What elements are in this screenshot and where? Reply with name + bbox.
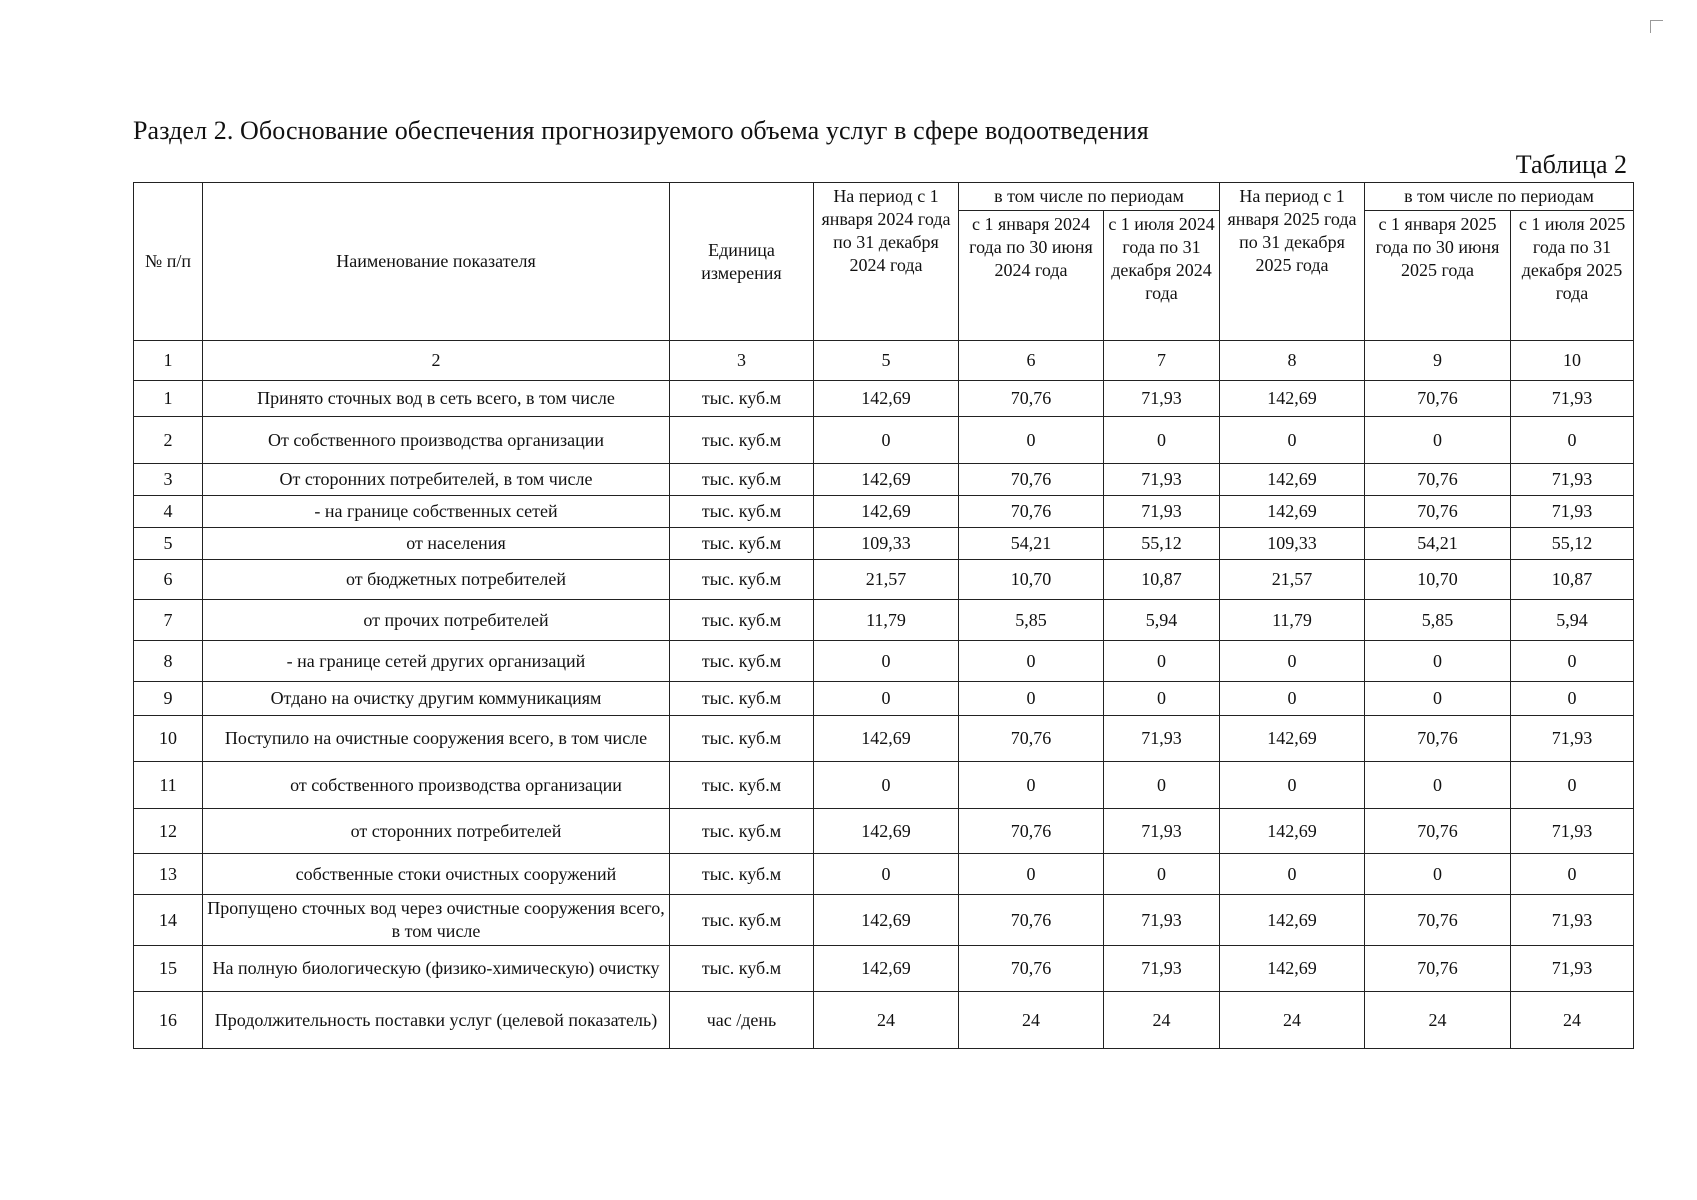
value-cell: 0 (1511, 641, 1634, 682)
row-number: 16 (134, 992, 203, 1049)
row-number: 11 (134, 762, 203, 809)
value-cell: 11,79 (1220, 600, 1365, 641)
value-cell: 0 (1511, 682, 1634, 716)
value-cell: 71,93 (1104, 716, 1220, 762)
indicator-name: - на границе собственных сетей (203, 496, 670, 528)
value-cell: 5,85 (959, 600, 1104, 641)
unit-cell: тыс. куб.м (670, 600, 814, 641)
value-cell: 142,69 (1220, 809, 1365, 854)
row-number: 7 (134, 600, 203, 641)
value-cell: 0 (1220, 641, 1365, 682)
indicator-name: Пропущено сточных вод через очистные сооружения всего, в том числе (203, 895, 670, 946)
indicator-name: от собственного производства организации (203, 762, 670, 809)
indicator-name: Отдано на очистку другим коммуникациям (203, 682, 670, 716)
table-row (134, 809, 1634, 854)
row-number: 5 (134, 528, 203, 560)
value-cell: 0 (959, 641, 1104, 682)
table-row (134, 641, 1634, 682)
table-label: Таблица 2 (1515, 150, 1627, 179)
value-cell: 24 (814, 992, 959, 1049)
value-cell: 0 (1365, 762, 1511, 809)
header-num: № п/п (134, 183, 203, 341)
value-cell: 5,94 (1104, 600, 1220, 641)
value-cell: 24 (959, 992, 1104, 1049)
indicator-name: от прочих потребителей (203, 600, 670, 641)
row-number: 1 (134, 381, 203, 417)
value-cell: 0 (1365, 854, 1511, 895)
header-period-2024: На период с 1 января 2024 года по 31 декабря 2024 года (814, 183, 959, 341)
column-number: 1 (134, 341, 203, 381)
column-number: 10 (1511, 341, 1634, 381)
value-cell: 109,33 (1220, 528, 1365, 560)
value-cell: 142,69 (814, 381, 959, 417)
column-number: 7 (1104, 341, 1220, 381)
value-cell: 54,21 (1365, 528, 1511, 560)
unit-cell: тыс. куб.м (670, 496, 814, 528)
indicator-name: от сторонних потребителей (203, 809, 670, 854)
value-cell: 0 (1365, 641, 1511, 682)
row-number: 4 (134, 496, 203, 528)
table-row (134, 895, 1634, 946)
value-cell: 142,69 (814, 716, 959, 762)
value-cell: 70,76 (959, 381, 1104, 417)
value-cell: 71,93 (1511, 895, 1634, 946)
value-cell: 0 (1104, 641, 1220, 682)
row-number: 6 (134, 560, 203, 600)
value-cell: 0 (814, 762, 959, 809)
unit-cell: тыс. куб.м (670, 641, 814, 682)
table-row (134, 528, 1634, 560)
value-cell: 142,69 (1220, 381, 1365, 417)
value-cell: 10,70 (1365, 560, 1511, 600)
value-cell: 70,76 (959, 716, 1104, 762)
value-cell: 142,69 (814, 895, 959, 946)
header-h2-2024: с 1 июля 2024 года по 31 декабря 2024 года (1104, 211, 1220, 341)
table-row (134, 716, 1634, 762)
indicator-name: Принято сточных вод в сеть всего, в том числе (203, 381, 670, 417)
header-h1-2025: с 1 января 2025 года по 30 июня 2025 года (1365, 211, 1511, 341)
table-row (134, 762, 1634, 809)
value-cell: 70,76 (959, 809, 1104, 854)
value-cell: 109,33 (814, 528, 959, 560)
unit-cell: тыс. куб.м (670, 464, 814, 496)
header-h2-2025: с 1 июля 2025 года по 31 декабря 2025 года (1511, 211, 1634, 341)
value-cell: 0 (814, 854, 959, 895)
value-cell: 5,85 (1365, 600, 1511, 641)
value-cell: 55,12 (1104, 528, 1220, 560)
row-number: 15 (134, 946, 203, 992)
indicator-name: От сторонних потребителей, в том числе (203, 464, 670, 496)
value-cell: 142,69 (814, 946, 959, 992)
table-row (134, 560, 1634, 600)
value-cell: 70,76 (1365, 809, 1511, 854)
value-cell: 54,21 (959, 528, 1104, 560)
indicator-name: - на границе сетей других организаций (203, 641, 670, 682)
unit-cell: час /день (670, 992, 814, 1049)
value-cell: 0 (1220, 417, 1365, 464)
table-row (134, 946, 1634, 992)
value-cell: 0 (1220, 762, 1365, 809)
value-cell: 70,76 (1365, 381, 1511, 417)
value-cell: 71,93 (1511, 946, 1634, 992)
value-cell: 10,87 (1511, 560, 1634, 600)
value-cell: 5,94 (1511, 600, 1634, 641)
header-breakdown-2024: в том числе по периодам (959, 183, 1220, 211)
column-number: 6 (959, 341, 1104, 381)
header-name: Наименование показателя (203, 183, 670, 341)
value-cell: 0 (814, 641, 959, 682)
table-body (134, 381, 1634, 1049)
unit-cell: тыс. куб.м (670, 762, 814, 809)
value-cell: 71,93 (1104, 496, 1220, 528)
value-cell: 11,79 (814, 600, 959, 641)
value-cell: 0 (1220, 854, 1365, 895)
value-cell: 71,93 (1104, 946, 1220, 992)
unit-cell: тыс. куб.м (670, 854, 814, 895)
value-cell: 0 (959, 682, 1104, 716)
header-unit: Единица измерения (670, 183, 814, 341)
row-number: 10 (134, 716, 203, 762)
value-cell: 0 (1104, 682, 1220, 716)
value-cell: 71,93 (1511, 716, 1634, 762)
value-cell: 0 (1104, 417, 1220, 464)
value-cell: 24 (1104, 992, 1220, 1049)
unit-cell: тыс. куб.м (670, 381, 814, 417)
unit-cell: тыс. куб.м (670, 560, 814, 600)
value-cell: 142,69 (1220, 496, 1365, 528)
value-cell: 71,93 (1511, 809, 1634, 854)
table-row (134, 682, 1634, 716)
value-cell: 0 (1511, 762, 1634, 809)
value-cell: 24 (1365, 992, 1511, 1049)
section-title: Раздел 2. Обоснование обеспечения прогнозируемого объема услуг в сфере водоотведения (133, 116, 1149, 145)
value-cell: 70,76 (1365, 496, 1511, 528)
unit-cell: тыс. куб.м (670, 682, 814, 716)
table-row (134, 600, 1634, 641)
value-cell: 142,69 (1220, 464, 1365, 496)
value-cell: 71,93 (1511, 496, 1634, 528)
value-cell: 142,69 (1220, 895, 1365, 946)
value-cell: 70,76 (959, 496, 1104, 528)
indicator-name: от населения (203, 528, 670, 560)
value-cell: 55,12 (1511, 528, 1634, 560)
value-cell: 70,76 (959, 895, 1104, 946)
indicator-name: от бюджетных потребителей (203, 560, 670, 600)
row-number: 8 (134, 641, 203, 682)
value-cell: 10,70 (959, 560, 1104, 600)
value-cell: 71,93 (1511, 381, 1634, 417)
header-period-2025: На период с 1 января 2025 года по 31 декабря 2025 года (1220, 183, 1365, 341)
value-cell: 71,93 (1511, 464, 1634, 496)
unit-cell: тыс. куб.м (670, 809, 814, 854)
row-number: 3 (134, 464, 203, 496)
unit-cell: тыс. куб.м (670, 946, 814, 992)
column-number: 2 (203, 341, 670, 381)
value-cell: 142,69 (814, 809, 959, 854)
value-cell: 0 (1365, 682, 1511, 716)
column-numbers-row (134, 341, 1634, 381)
value-cell: 0 (959, 762, 1104, 809)
value-cell: 70,76 (959, 464, 1104, 496)
unit-cell: тыс. куб.м (670, 895, 814, 946)
value-cell: 21,57 (1220, 560, 1365, 600)
value-cell: 24 (1220, 992, 1365, 1049)
value-cell: 0 (814, 417, 959, 464)
value-cell: 70,76 (1365, 716, 1511, 762)
table-row (134, 417, 1634, 464)
value-cell: 0 (959, 417, 1104, 464)
indicator-name: От собственного производства организации (203, 417, 670, 464)
indicator-name: Поступило на очистные сооружения всего, в том числе (203, 716, 670, 762)
value-cell: 0 (1511, 854, 1634, 895)
value-cell: 70,76 (1365, 895, 1511, 946)
value-cell: 71,93 (1104, 895, 1220, 946)
unit-cell: тыс. куб.м (670, 417, 814, 464)
header-breakdown-2025: в том числе по периодам (1365, 183, 1634, 211)
table-row (134, 464, 1634, 496)
value-cell: 142,69 (814, 496, 959, 528)
indicator-name: собственные стоки очистных сооружений (203, 854, 670, 895)
table-row (134, 381, 1634, 417)
value-cell: 0 (1104, 762, 1220, 809)
value-cell: 0 (1104, 854, 1220, 895)
value-cell: 0 (1511, 417, 1634, 464)
value-cell: 0 (1220, 682, 1365, 716)
indicators-table (133, 182, 1634, 1049)
row-number: 9 (134, 682, 203, 716)
value-cell: 70,76 (959, 946, 1104, 992)
value-cell: 21,57 (814, 560, 959, 600)
column-number: 5 (814, 341, 959, 381)
table-row (134, 992, 1634, 1049)
value-cell: 70,76 (1365, 946, 1511, 992)
table-row (134, 854, 1634, 895)
value-cell: 24 (1511, 992, 1634, 1049)
unit-cell: тыс. куб.м (670, 716, 814, 762)
column-number: 3 (670, 341, 814, 381)
scan-corner-mark (1650, 20, 1663, 33)
row-number: 2 (134, 417, 203, 464)
value-cell: 142,69 (1220, 946, 1365, 992)
value-cell: 71,93 (1104, 809, 1220, 854)
value-cell: 10,87 (1104, 560, 1220, 600)
row-number: 14 (134, 895, 203, 946)
column-number: 9 (1365, 341, 1511, 381)
value-cell: 0 (1365, 417, 1511, 464)
indicator-name: На полную биологическую (физико-химическую) очистку (203, 946, 670, 992)
indicator-name: Продолжительность поставки услуг (целевой показатель) (203, 992, 670, 1049)
unit-cell: тыс. куб.м (670, 528, 814, 560)
value-cell: 142,69 (1220, 716, 1365, 762)
row-number: 13 (134, 854, 203, 895)
value-cell: 70,76 (1365, 464, 1511, 496)
value-cell: 142,69 (814, 464, 959, 496)
value-cell: 71,93 (1104, 381, 1220, 417)
value-cell: 0 (959, 854, 1104, 895)
row-number: 12 (134, 809, 203, 854)
value-cell: 71,93 (1104, 464, 1220, 496)
table-row (134, 496, 1634, 528)
column-number: 8 (1220, 341, 1365, 381)
value-cell: 0 (814, 682, 959, 716)
header-h1-2024: с 1 января 2024 года по 30 июня 2024 года (959, 211, 1104, 341)
